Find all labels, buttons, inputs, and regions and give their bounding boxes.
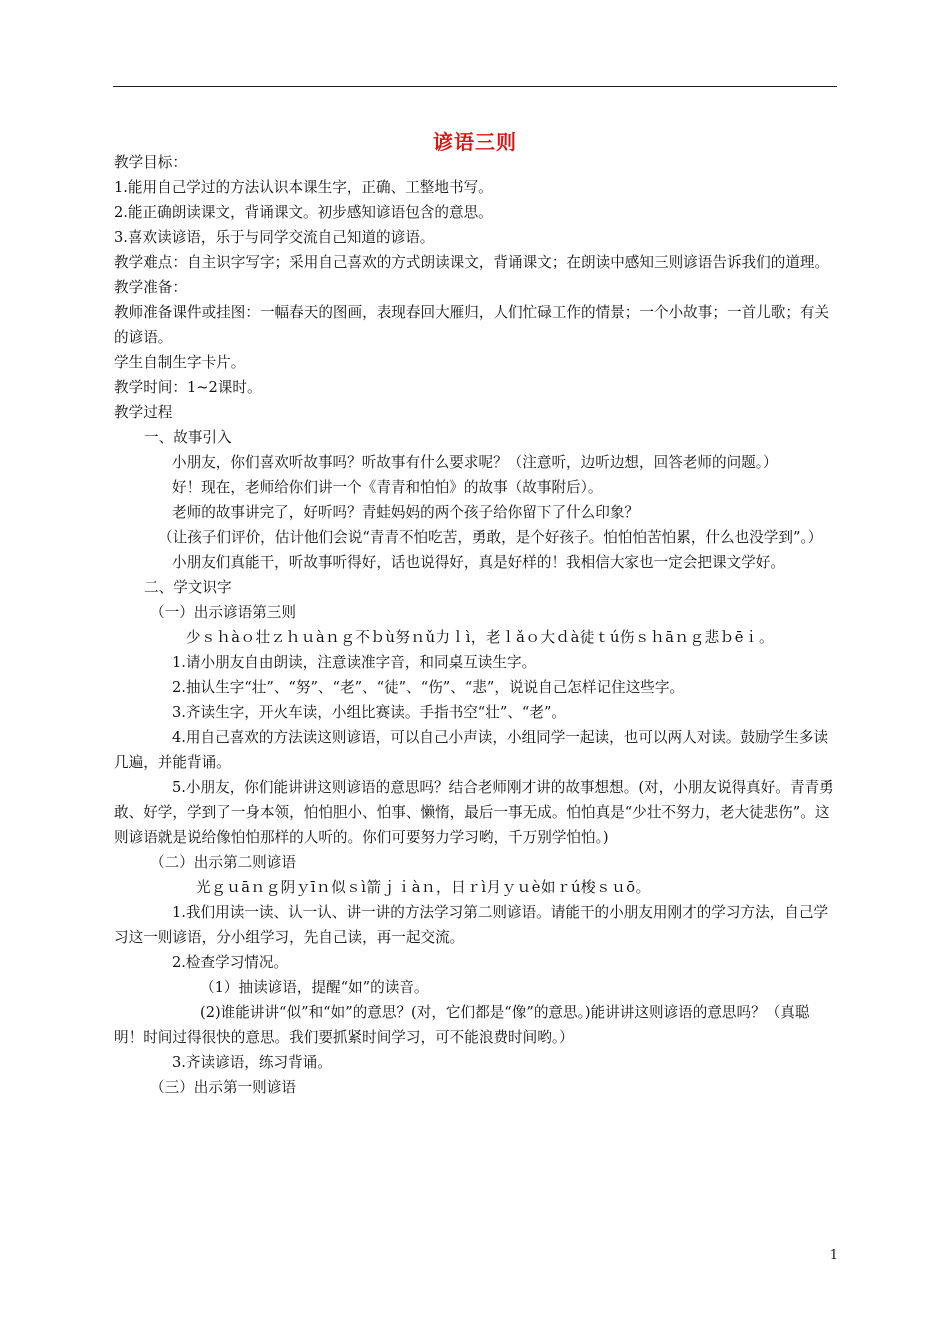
section-heading: 一、故事引入 bbox=[144, 429, 232, 446]
proverb-pinyin: 光ｇｕāｎｇ阴ｙīｎ似ｓì箭ｊｉàｎ，日ｒì月ｙｕè如ｒú梭ｓｕō。 bbox=[196, 879, 651, 896]
paragraph: 学生自制生字卡片。 bbox=[114, 354, 246, 371]
paragraph: 教学难点：自主识字写字；采用自己喜欢的方式朗读课文，背诵课文；在朗读中感知三则谚语告诉我们的道理。 bbox=[114, 254, 830, 271]
page-title: 谚语三则 bbox=[433, 130, 517, 154]
paragraph: 5.小朋友，你们能讲讲这则谚语的意思吗？结合老师刚才讲的故事想想。(对，小朋友说得真好。青青勇敢、好学，学到了一身本领，怕怕胆小、怕事、懒惰，最后一事无成。怕怕真是“少壮不努力，老大徒悲伤”。这则谚语就是说给像怕怕那样的人听的。你们可要努力学习哟，千万别学怕怕。) bbox=[114, 779, 834, 846]
subsection-heading: （一）出示谚语第三则 bbox=[150, 604, 296, 621]
paragraph: 3.齐读谚语，练习背诵。 bbox=[172, 1054, 332, 1071]
paragraph: 教学过程 bbox=[114, 404, 173, 421]
document-body bbox=[114, 150, 838, 1100]
proverb-pinyin: 少ｓｈàｏ壮ｚｈｕàｎｇ不ｂù努ｎǔ力ｌì，老ｌǎｏ大ｄà徒ｔú伤ｓｈāｎｇ悲ｂēｉ。 bbox=[186, 629, 775, 646]
section-heading: 二、学文识字 bbox=[144, 579, 232, 596]
paragraph: （让孩子们评价，估计他们会说“青青不怕吃苦，勇敢，是个好孩子。怕怕怕苦怕累，什么也没学到”。） bbox=[158, 529, 823, 546]
paragraph: 教学时间：1~2课时。 bbox=[114, 379, 262, 396]
paragraph: 老师的故事讲完了，好听吗？青蛙妈妈的两个孩子给你留下了什么印象？ bbox=[172, 504, 640, 521]
paragraph: 2.能正确朗读课文，背诵课文。初步感知谚语包含的意思。 bbox=[114, 204, 493, 221]
paragraph: 2.抽认生字“壮”、“努”、“老”、“徒”、“伤”、“悲”，说说自己怎样记住这些字。 bbox=[172, 679, 685, 696]
paragraph: 小朋友们真能干，听故事听得好，话也说得好，真是好样的！我相信大家也一定会把课文学好。 bbox=[172, 554, 785, 571]
paragraph: 1.能用自己学过的方法认识本课生字，正确、工整地书写。 bbox=[114, 179, 493, 196]
paragraph: (2)谁能讲讲“似”和“如”的意思？(对，它们都是“像”的意思。)能讲讲这则谚语的意思吗？（真聪明！时间过得很快的意思。我们要抓紧时间学习，可不能浪费时间哟。） bbox=[114, 1004, 810, 1046]
paragraph: 2.检查学习情况。 bbox=[172, 954, 289, 971]
paragraph: 好！现在，老师给你们讲一个《青青和怕怕》的故事（故事附后）。 bbox=[172, 479, 603, 496]
paragraph: 小朋友，你们喜欢听故事吗？听故事有什么要求呢？（注意听，边听边想，回答老师的问题。） bbox=[172, 454, 778, 471]
page-number: 1 bbox=[829, 1248, 838, 1263]
paragraph: 1.我们用读一读、认一认、讲一讲的方法学习第二则谚语。请能干的小朋友用刚才的学习方法，自己学习这一则谚语，分小组学习，先自己读，再一起交流。 bbox=[114, 904, 829, 946]
paragraph: 3.喜欢读谚语，乐于与同学交流自己知道的谚语。 bbox=[114, 229, 435, 246]
subsection-heading: （二）出示第二则谚语 bbox=[150, 854, 296, 871]
paragraph: 教学目标： bbox=[114, 154, 187, 171]
paragraph: 教学准备： bbox=[114, 279, 187, 296]
paragraph: 1.请小朋友自由朗读，注意读准字音，和同桌互读生字。 bbox=[172, 654, 537, 671]
paragraph: 教师准备课件或挂图：一幅春天的图画，表现春回大雁归，人们忙碌工作的情景；一个小故事；一首儿歌；有关的谚语。 bbox=[114, 304, 830, 346]
subsection-heading: （三）出示第一则谚语 bbox=[150, 1079, 296, 1096]
header-rule bbox=[113, 86, 837, 87]
paragraph: 4.用自己喜欢的方法读这则谚语，可以自己小声读，小组同学一起读，也可以两人对读。鼓励学生多读几遍，并能背诵。 bbox=[114, 729, 829, 771]
paragraph: 3.齐读生字，开火车读，小组比赛读。手指书空“壮”、“老”。 bbox=[172, 704, 567, 721]
paragraph: （1）抽读谚语，提醒“如”的读音。 bbox=[200, 979, 429, 996]
